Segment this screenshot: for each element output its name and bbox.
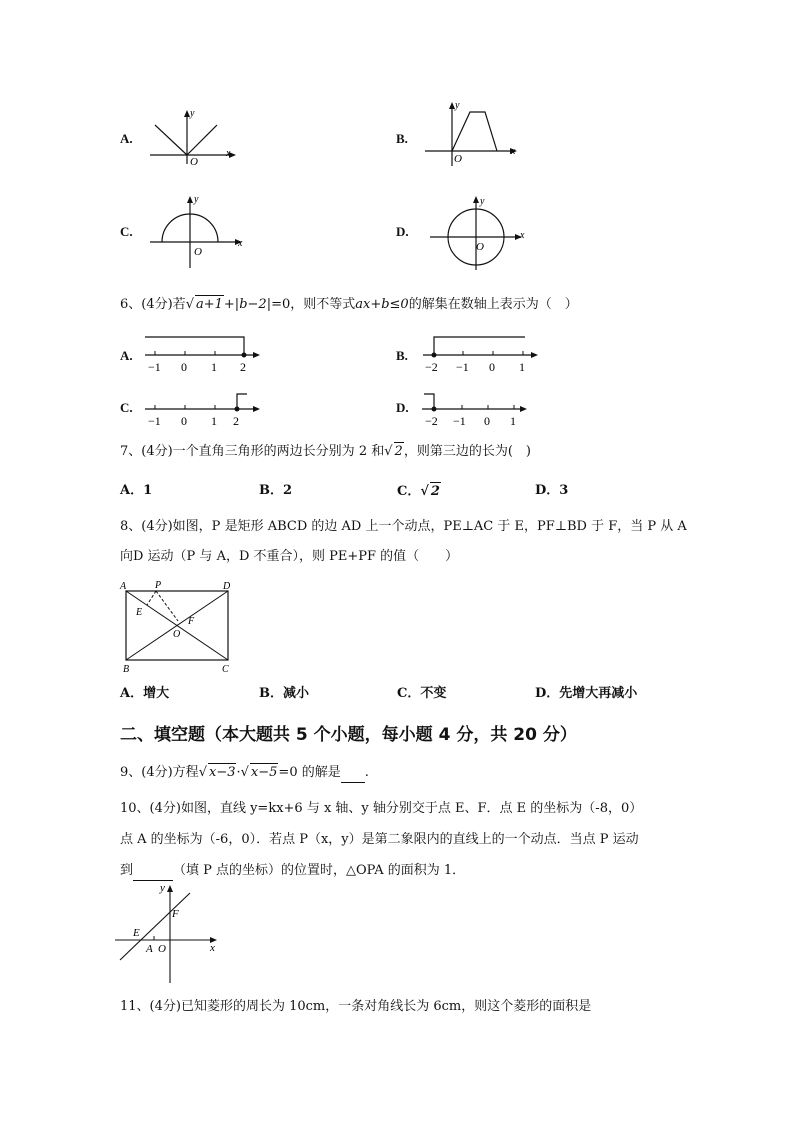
q9-stem: 9、(4分)方程√ x−3·√ x−5=0 的解是 . [120,763,369,783]
q5-option-a-label[interactable]: A. [120,131,133,146]
origin-label: O [454,153,462,165]
q6-numberline-d [422,392,552,432]
tick-label: −2 [425,360,438,374]
point-b: B [123,664,130,675]
q10-line3-end: （填 P 点的坐标）的位置时，△OPA 的面积为 1． [173,863,466,878]
q5-graph-c [150,192,250,272]
y-axis-label: y [160,882,165,894]
q5-option-b-label[interactable]: B. [396,131,408,146]
q7-option-c-sqrt: 2 [430,484,440,499]
q7-option-c-label: C． [397,484,421,499]
q7-option-d[interactable]: D．3 [535,483,569,498]
x-axis-label: x [210,942,215,954]
y-axis-label: y [480,196,485,207]
y-axis-label: y [190,108,195,119]
q7-sqrt: 2 [394,444,403,459]
q6-after: |=0，则不等式 [266,297,356,312]
tick-label: 2 [233,414,239,428]
q11-stem: 11、(4分)已知菱形的周长为 10cm，一条对角线长为 6cm，则这个菱形的面积是 [120,999,592,1014]
q7-prefix: 7、(4分)一个直角三角形的两边长分别为 2 和 [120,444,385,459]
origin-label: O [476,241,484,253]
point-d: D [223,581,231,592]
q9-dot: · [236,765,241,780]
q6-mid: +| [223,297,240,312]
tick-label: 0 [489,360,495,374]
q6-option-a-label[interactable]: A. [120,348,133,363]
tick-label: −2 [425,414,438,428]
point-p: P [155,580,162,591]
q6-suffix: 的解集在数轴上表示为（ ） [408,297,578,312]
point-o: O [173,629,181,640]
q10-line2: 点 A 的坐标为（-6，0）．若点 P（x，y）是第二象限内的直线上的一个动点．当点 P 运动 [120,832,639,847]
point-e: E [133,927,140,939]
q5-option-c-label[interactable]: C. [120,224,133,239]
q10-line1: 10、(4分)如图，直线 y=kx+6 与 x 轴、y 轴分别交于点 E、F．点 E 的坐标为（-8，0） [120,801,643,816]
point-e: E [136,607,143,618]
q7-option-a[interactable]: A．1 [120,483,153,498]
q6-option-c-label[interactable]: C. [120,400,133,415]
q9-end: . [364,765,369,780]
q6-option-b-label[interactable]: B. [396,348,408,363]
section-title: 二、填空题（本大题共 5 个小题，每小题 4 分，共 20 分） [120,725,577,745]
tick-label: 1 [510,414,516,428]
q8-option-a[interactable]: A．增大 [120,686,170,701]
tick-label: 2 [240,360,246,374]
q9-sqrt-1: x−3 [208,765,236,780]
tick-label: −1 [148,360,161,374]
q8-line2: 向D 运动（P 与 A，D 不重合），则 PE+PF 的值（ ） [120,549,459,564]
q5-graph-a [150,108,240,168]
origin-label: O [190,156,198,168]
q6-stem: 6、(4分)若√ a+1+|b−2|=0，则不等式ax+b≤0的解集在数轴上表示为（ ） [120,297,578,312]
q9-answer-blank[interactable] [341,764,365,783]
x-axis-label: x [238,238,243,249]
tick-label: 0 [181,414,187,428]
q8-rectangle-figure [118,577,243,677]
tick-label: 0 [484,414,490,428]
q7-suffix: ，则第三边的长为( ) [403,444,531,459]
tick-label: 0 [181,360,187,374]
q10-line-figure [115,882,225,985]
y-axis-label: y [194,194,199,205]
x-axis-label: x [520,230,525,241]
q7-option-c[interactable]: C．√ 2 [397,484,440,499]
q5-graph-b [425,100,525,170]
q8-option-c[interactable]: C．不变 [397,686,447,701]
x-axis-label: x [511,146,516,157]
point-f: F [188,616,195,627]
q6-numberline-a [145,335,265,375]
q9-prefix: 9、(4分)方程 [120,765,199,780]
q6-option-d-label[interactable]: D. [396,400,409,415]
q6-numberline-c [145,392,265,432]
x-axis-label: x [226,148,231,159]
tick-label: 1 [211,414,217,428]
point-c: C [222,664,229,675]
q6-abs: b−2 [239,297,267,312]
q7-stem: 7、(4分)一个直角三角形的两边长分别为 2 和√ 2，则第三边的长为( ) [120,444,531,459]
point-a: A [120,581,127,592]
q8-option-b[interactable]: B．减小 [259,686,309,701]
origin-label: O [158,943,166,955]
q6-inequality: ax+b≤0 [355,297,409,312]
q6-prefix: 6、(4分)若 [120,297,186,312]
tick-label: −1 [453,414,466,428]
origin-label: O [194,246,202,258]
q9-sqrt-2: x−5 [250,765,278,780]
point-a: A [146,943,153,955]
point-f: F [172,908,179,920]
q5-option-d-label[interactable]: D. [396,224,409,239]
q7-option-b[interactable]: B．2 [259,483,293,498]
q6-sqrt-a: a+1 [195,297,223,312]
q10-line3-start: 到 [120,863,134,878]
q6-numberline-b [423,335,553,375]
q10-line3 [120,862,465,881]
q8-line1: 8、(4分)如图，P 是矩形 ABCD 的边 AD 上一个动点，PE⊥AC 于 E，PF⊥BD 于 F，当 P 从 A [120,519,687,534]
q9-suffix: =0 的解是 [278,765,341,780]
q5-graph-d [430,194,530,274]
q10-answer-blank[interactable] [133,862,173,881]
tick-label: −1 [456,360,469,374]
y-axis-label: y [455,100,460,111]
tick-label: −1 [148,414,161,428]
tick-label: 1 [519,360,525,374]
tick-label: 1 [211,360,217,374]
q8-option-d[interactable]: D．先增大再减小 [535,686,638,701]
